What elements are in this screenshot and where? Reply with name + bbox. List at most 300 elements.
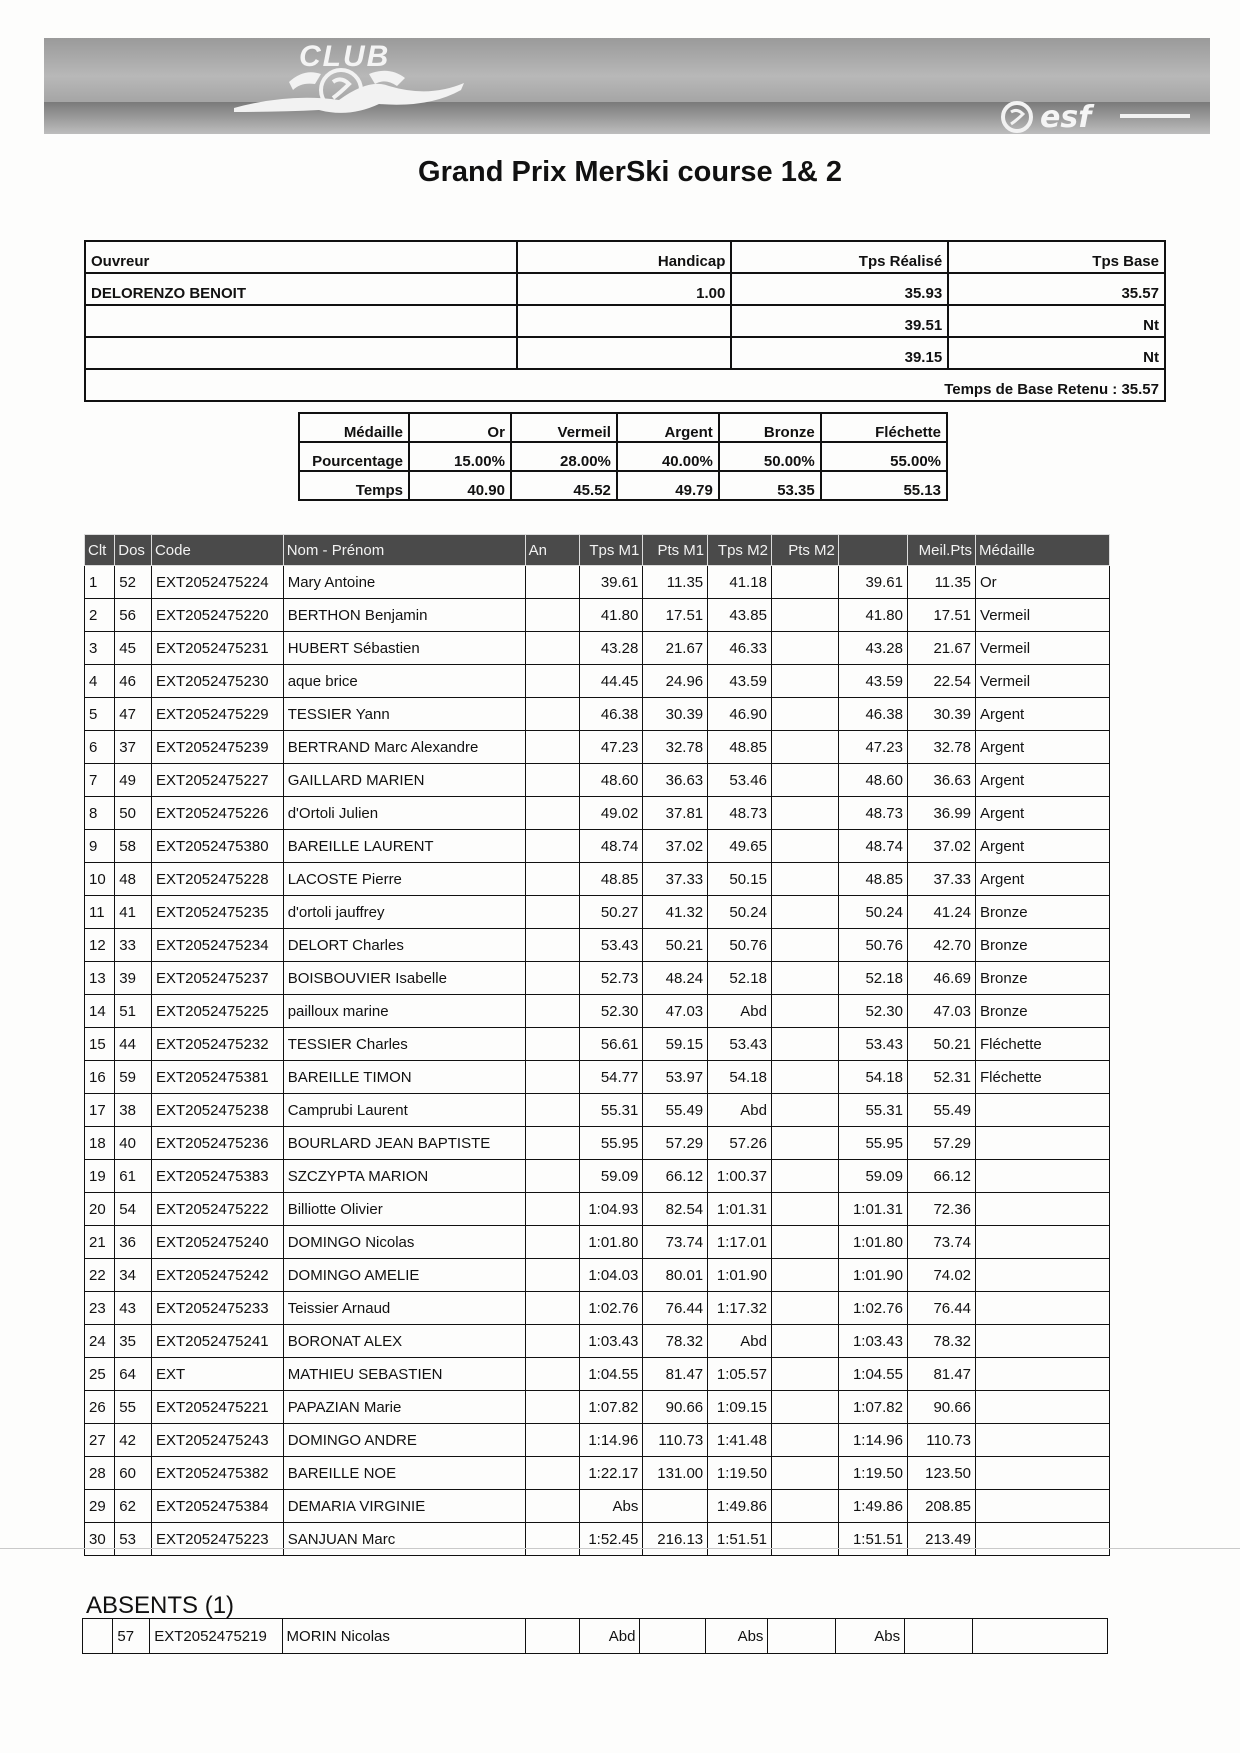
cell-time-run2: Abd <box>708 1094 772 1127</box>
cell-bib: 36 <box>115 1226 152 1259</box>
cell-best-points: 30.39 <box>907 698 975 731</box>
cell-best-points: 110.73 <box>907 1424 975 1457</box>
cell-medal <box>976 1457 1110 1490</box>
cell-medal <box>976 1094 1110 1127</box>
cell-best-time: 1:07.82 <box>838 1391 907 1424</box>
cell-points-run2 <box>771 863 838 896</box>
absents-table <box>82 1618 1108 1654</box>
cell-points-run2 <box>771 599 838 632</box>
cell-points-run2 <box>771 632 838 665</box>
ouvreur-handicap: 1.00 <box>517 273 732 305</box>
medal-table <box>298 412 948 501</box>
ouvreur-header-handicap: Handicap <box>517 241 732 273</box>
table-row <box>85 1391 1110 1424</box>
esf-tagline-bar <box>1120 114 1190 118</box>
cell-best-points: 73.74 <box>907 1226 975 1259</box>
cell-points-run2 <box>771 1028 838 1061</box>
cell-time-run1: 52.73 <box>579 962 643 995</box>
cell-points-run1: 37.81 <box>643 797 708 830</box>
medal-name-label: Médaille <box>299 413 409 442</box>
cell-time-run2: 43.85 <box>708 599 772 632</box>
cell-time-run2: 52.18 <box>708 962 772 995</box>
cell-time-run1: 54.77 <box>579 1061 643 1094</box>
results-table <box>84 534 1110 1556</box>
results-column-header: Tps M2 <box>708 535 772 566</box>
cell-bib: 59 <box>115 1061 152 1094</box>
cell-year <box>525 929 579 962</box>
cell-time-run2: 48.73 <box>708 797 772 830</box>
cell-best-time: 47.23 <box>838 731 907 764</box>
cell-rank: 17 <box>85 1094 115 1127</box>
ouvreur-table <box>84 240 1166 402</box>
cell-best-time: 1:02.76 <box>838 1292 907 1325</box>
medal-time-row <box>299 471 947 500</box>
cell-medal: Argent <box>976 863 1110 896</box>
table-row <box>85 830 1110 863</box>
cell-year <box>525 1094 579 1127</box>
medal-name: Fléchette <box>821 413 947 442</box>
table-row <box>85 1490 1110 1523</box>
cell-time-run1: 1:52.45 <box>579 1523 643 1556</box>
cell-name: TESSIER Charles <box>283 1028 525 1061</box>
medal-percentage: 55.00% <box>821 442 947 471</box>
cell-points-run2 <box>771 566 838 599</box>
cell-medal <box>976 1391 1110 1424</box>
cell-time-run2: 53.43 <box>708 1028 772 1061</box>
cell-name: BAREILLE LAURENT <box>283 830 525 863</box>
medal-name: Argent <box>617 413 719 442</box>
ouvreur-tps-realise: 35.93 <box>731 273 948 305</box>
cell-best-points: 36.63 <box>907 764 975 797</box>
cell-code: EXT2052475383 <box>151 1160 283 1193</box>
cell-name: BOISBOUVIER Isabelle <box>283 962 525 995</box>
table-row <box>85 764 1110 797</box>
club-skier-logo <box>229 38 469 124</box>
cell-rank: 25 <box>85 1358 115 1391</box>
cell-best-points: 76.44 <box>907 1292 975 1325</box>
cell-medal <box>976 1523 1110 1556</box>
cell-points-run1: 73.74 <box>643 1226 708 1259</box>
cell-name: Teissier Arnaud <box>283 1292 525 1325</box>
medal-name: Bronze <box>719 413 821 442</box>
cell-time-run1: 49.02 <box>579 797 643 830</box>
cell-points-run2 <box>771 830 838 863</box>
cell-points-run1: 80.01 <box>643 1259 708 1292</box>
cell-name: BERTRAND Marc Alexandre <box>283 731 525 764</box>
cell-bib: 52 <box>115 566 152 599</box>
medal-percentage: 15.00% <box>409 442 511 471</box>
cell-best-time: 52.30 <box>838 995 907 1028</box>
table-row <box>85 797 1110 830</box>
cell-best-time: Abs <box>835 1619 904 1654</box>
cell-points-run2 <box>771 1523 838 1556</box>
cell-year <box>525 1523 579 1556</box>
cell-rank: 29 <box>85 1490 115 1523</box>
ouvreur-name <box>85 337 517 369</box>
cell-year <box>525 599 579 632</box>
cell-best-time: 48.85 <box>838 863 907 896</box>
medal-time-label: Temps <box>299 471 409 500</box>
table-row <box>85 1028 1110 1061</box>
cell-points-run1: 48.24 <box>643 962 708 995</box>
cell-rank: 26 <box>85 1391 115 1424</box>
cell-points-run2 <box>771 1424 838 1457</box>
cell-code: EXT2052475381 <box>151 1061 283 1094</box>
cell-best-time: 1:01.31 <box>838 1193 907 1226</box>
cell-points-run2 <box>771 995 838 1028</box>
cell-medal <box>973 1619 1108 1654</box>
page-title: Grand Prix MerSki course 1& 2 <box>418 156 842 188</box>
cell-year <box>525 1424 579 1457</box>
cell-best-points: 52.31 <box>907 1061 975 1094</box>
cell-rank <box>83 1619 113 1654</box>
cell-medal <box>976 1424 1110 1457</box>
table-row <box>85 962 1110 995</box>
cell-year <box>525 1259 579 1292</box>
cell-points-run2 <box>771 698 838 731</box>
cell-rank: 3 <box>85 632 115 665</box>
cell-code: EXT2052475241 <box>151 1325 283 1358</box>
cell-best-time: 55.95 <box>838 1127 907 1160</box>
cell-time-run1: 1:22.17 <box>579 1457 643 1490</box>
cell-rank: 23 <box>85 1292 115 1325</box>
cell-time-run2: 1:19.50 <box>708 1457 772 1490</box>
table-row <box>85 1457 1110 1490</box>
cell-best-points: 42.70 <box>907 929 975 962</box>
cell-year <box>525 731 579 764</box>
cell-code: EXT2052475242 <box>151 1259 283 1292</box>
cell-year <box>525 995 579 1028</box>
cell-time-run1: 50.27 <box>579 896 643 929</box>
cell-points-run1: 41.32 <box>643 896 708 929</box>
cell-bib: 53 <box>115 1523 152 1556</box>
cell-time-run1: 48.60 <box>579 764 643 797</box>
results-column-header: Meil.Pts <box>907 535 975 566</box>
cell-points-run2 <box>771 1094 838 1127</box>
cell-code: EXT2052475224 <box>151 566 283 599</box>
cell-year <box>525 896 579 929</box>
cell-points-run2 <box>771 797 838 830</box>
results-column-header: Pts M1 <box>643 535 708 566</box>
cell-best-time: 52.18 <box>838 962 907 995</box>
club-word: CLUB <box>299 40 391 73</box>
cell-rank: 22 <box>85 1259 115 1292</box>
medal-percentage: 28.00% <box>511 442 617 471</box>
cell-best-time: 55.31 <box>838 1094 907 1127</box>
cell-best-points: 57.29 <box>907 1127 975 1160</box>
cell-time-run2: 1:05.57 <box>708 1358 772 1391</box>
cell-time-run1: 55.31 <box>579 1094 643 1127</box>
cell-best-points: 21.67 <box>907 632 975 665</box>
cell-points-run1: 66.12 <box>643 1160 708 1193</box>
table-row <box>85 1160 1110 1193</box>
ouvreur-tps-base: 35.57 <box>948 273 1165 305</box>
cell-code: EXT2052475240 <box>151 1226 283 1259</box>
cell-best-points <box>905 1619 973 1654</box>
cell-year <box>525 1490 579 1523</box>
cell-code: EXT2052475236 <box>151 1127 283 1160</box>
cell-medal <box>976 1193 1110 1226</box>
cell-time-run1: 1:04.93 <box>579 1193 643 1226</box>
cell-year <box>525 962 579 995</box>
cell-name: PAPAZIAN Marie <box>283 1391 525 1424</box>
cell-best-time: 1:03.43 <box>838 1325 907 1358</box>
cell-best-time: 54.18 <box>838 1061 907 1094</box>
cell-points-run1: 21.67 <box>643 632 708 665</box>
cell-rank: 21 <box>85 1226 115 1259</box>
club-banner <box>44 38 1210 134</box>
cell-best-points: 90.66 <box>907 1391 975 1424</box>
cell-bib: 56 <box>115 599 152 632</box>
ouvreur-footer-row <box>85 369 1165 401</box>
cell-year <box>525 698 579 731</box>
cell-points-run1: 78.32 <box>643 1325 708 1358</box>
cell-bib: 40 <box>115 1127 152 1160</box>
cell-medal <box>976 1259 1110 1292</box>
cell-name: MORIN Nicolas <box>282 1619 525 1654</box>
cell-time-run2: Abd <box>708 1325 772 1358</box>
cell-rank: 24 <box>85 1325 115 1358</box>
cell-time-run1: 46.38 <box>579 698 643 731</box>
cell-bib: 54 <box>115 1193 152 1226</box>
cell-time-run2: 1:51.51 <box>708 1523 772 1556</box>
cell-name: GAILLARD MARIEN <box>283 764 525 797</box>
cell-year <box>525 665 579 698</box>
cell-name: d'ortoli jauffrey <box>283 896 525 929</box>
cell-medal <box>976 1325 1110 1358</box>
results-column-header: Clt <box>85 535 115 566</box>
cell-best-points: 123.50 <box>907 1457 975 1490</box>
cell-points-run1: 90.66 <box>643 1391 708 1424</box>
medal-time: 55.13 <box>821 471 947 500</box>
cell-code: EXT2052475221 <box>151 1391 283 1424</box>
cell-name: TESSIER Yann <box>283 698 525 731</box>
cell-points-run1: 53.97 <box>643 1061 708 1094</box>
table-row <box>85 1292 1110 1325</box>
ouvreur-row <box>85 273 1165 305</box>
medal-percentage: 40.00% <box>617 442 719 471</box>
cell-points-run1: 50.21 <box>643 929 708 962</box>
cell-rank: 4 <box>85 665 115 698</box>
cell-rank: 12 <box>85 929 115 962</box>
cell-code: EXT2052475234 <box>151 929 283 962</box>
cell-best-points: 74.02 <box>907 1259 975 1292</box>
cell-medal: Vermeil <box>976 632 1110 665</box>
cell-rank: 6 <box>85 731 115 764</box>
cell-code: EXT2052475243 <box>151 1424 283 1457</box>
table-row <box>85 1226 1110 1259</box>
results-column-header: Dos <box>115 535 152 566</box>
cell-bib: 41 <box>115 896 152 929</box>
cell-rank: 7 <box>85 764 115 797</box>
cell-bib: 48 <box>115 863 152 896</box>
cell-points-run1: 216.13 <box>643 1523 708 1556</box>
cell-time-run1: Abd <box>579 1619 640 1654</box>
cell-code: EXT2052475238 <box>151 1094 283 1127</box>
cell-points-run2 <box>771 1457 838 1490</box>
cell-best-time: 1:19.50 <box>838 1457 907 1490</box>
cell-time-run2: 49.65 <box>708 830 772 863</box>
cell-name: LACOSTE Pierre <box>283 863 525 896</box>
cell-code: EXT2052475223 <box>151 1523 283 1556</box>
cell-time-run2: 57.26 <box>708 1127 772 1160</box>
cell-code: EXT2052475220 <box>151 599 283 632</box>
results-column-header: Pts M2 <box>771 535 838 566</box>
cell-rank: 2 <box>85 599 115 632</box>
cell-name: Billiotte Olivier <box>283 1193 525 1226</box>
cell-time-run1: 1:01.80 <box>579 1226 643 1259</box>
cell-time-run2: 1:00.37 <box>708 1160 772 1193</box>
table-row <box>85 1259 1110 1292</box>
cell-bib: 47 <box>115 698 152 731</box>
cell-time-run1: Abs <box>579 1490 643 1523</box>
cell-time-run2: 50.76 <box>708 929 772 962</box>
cell-points-run1: 24.96 <box>643 665 708 698</box>
cell-points-run1: 37.02 <box>643 830 708 863</box>
cell-best-time: 1:49.86 <box>838 1490 907 1523</box>
cell-bib: 35 <box>115 1325 152 1358</box>
cell-points-run1: 59.15 <box>643 1028 708 1061</box>
cell-best-points: 37.02 <box>907 830 975 863</box>
cell-time-run2: 1:17.32 <box>708 1292 772 1325</box>
cell-points-run2 <box>771 1259 838 1292</box>
cell-best-points: 36.99 <box>907 797 975 830</box>
cell-best-time: 48.74 <box>838 830 907 863</box>
cell-time-run1: 1:04.03 <box>579 1259 643 1292</box>
cell-code: EXT2052475229 <box>151 698 283 731</box>
cell-time-run1: 1:02.76 <box>579 1292 643 1325</box>
cell-rank: 30 <box>85 1523 115 1556</box>
ouvreur-tps-base: Nt <box>948 337 1165 369</box>
medal-percentage: 50.00% <box>719 442 821 471</box>
cell-points-run2 <box>771 896 838 929</box>
cell-points-run1: 37.33 <box>643 863 708 896</box>
esf-logo <box>1000 100 1200 134</box>
cell-bib: 60 <box>115 1457 152 1490</box>
cell-medal: Bronze <box>976 962 1110 995</box>
cell-bib: 62 <box>115 1490 152 1523</box>
cell-rank: 14 <box>85 995 115 1028</box>
cell-time-run2: 50.15 <box>708 863 772 896</box>
cell-rank: 20 <box>85 1193 115 1226</box>
cell-name: BAREILLE TIMON <box>283 1061 525 1094</box>
table-row <box>85 698 1110 731</box>
cell-best-time: 48.60 <box>838 764 907 797</box>
cell-name: MATHIEU SEBASTIEN <box>283 1358 525 1391</box>
cell-points-run1: 76.44 <box>643 1292 708 1325</box>
cell-best-time: 50.76 <box>838 929 907 962</box>
cell-points-run2 <box>771 1358 838 1391</box>
ouvreur-name <box>85 305 517 337</box>
cell-bib: 44 <box>115 1028 152 1061</box>
cell-code: EXT2052475233 <box>151 1292 283 1325</box>
cell-year <box>525 797 579 830</box>
cell-time-run2: 1:41.48 <box>708 1424 772 1457</box>
cell-year <box>525 863 579 896</box>
cell-year <box>525 1619 579 1654</box>
cell-code: EXT2052475231 <box>151 632 283 665</box>
cell-medal: Fléchette <box>976 1028 1110 1061</box>
cell-points-run2 <box>771 929 838 962</box>
cell-time-run2: 54.18 <box>708 1061 772 1094</box>
cell-code: EXT2052475384 <box>151 1490 283 1523</box>
cell-time-run2: 50.24 <box>708 896 772 929</box>
cell-points-run2 <box>771 731 838 764</box>
cell-time-run1: 56.61 <box>579 1028 643 1061</box>
cell-bib: 42 <box>115 1424 152 1457</box>
cell-best-points: 22.54 <box>907 665 975 698</box>
cell-time-run1: 1:14.96 <box>579 1424 643 1457</box>
cell-medal: Vermeil <box>976 599 1110 632</box>
ouvreur-row <box>85 337 1165 369</box>
cell-time-run2: 43.59 <box>708 665 772 698</box>
cell-time-run2: 53.46 <box>708 764 772 797</box>
cell-year <box>525 1028 579 1061</box>
cell-bib: 34 <box>115 1259 152 1292</box>
cell-best-points: 11.35 <box>907 566 975 599</box>
results-column-header: An <box>525 535 579 566</box>
cell-year <box>525 1325 579 1358</box>
cell-points-run2 <box>771 1292 838 1325</box>
cell-rank: 9 <box>85 830 115 863</box>
cell-points-run1: 11.35 <box>643 566 708 599</box>
cell-points-run2 <box>768 1619 835 1654</box>
cell-name: Camprubi Laurent <box>283 1094 525 1127</box>
cell-points-run2 <box>771 764 838 797</box>
cell-year <box>525 1457 579 1490</box>
cell-best-time: 1:01.90 <box>838 1259 907 1292</box>
cell-best-time: 50.24 <box>838 896 907 929</box>
cell-name: DOMINGO ANDRE <box>283 1424 525 1457</box>
cell-best-points: 41.24 <box>907 896 975 929</box>
cell-code: EXT2052475219 <box>150 1619 282 1654</box>
cell-bib: 50 <box>115 797 152 830</box>
cell-points-run2 <box>771 1127 838 1160</box>
ouvreur-handicap <box>517 305 732 337</box>
cell-points-run1: 17.51 <box>643 599 708 632</box>
table-row <box>85 1127 1110 1160</box>
table-row <box>85 731 1110 764</box>
cell-rank: 18 <box>85 1127 115 1160</box>
cell-time-run2: 46.90 <box>708 698 772 731</box>
cell-rank: 5 <box>85 698 115 731</box>
cell-rank: 27 <box>85 1424 115 1457</box>
cell-time-run2: 41.18 <box>708 566 772 599</box>
cell-bib: 61 <box>115 1160 152 1193</box>
cell-points-run1: 131.00 <box>643 1457 708 1490</box>
cell-year <box>525 1061 579 1094</box>
cell-best-points: 213.49 <box>907 1523 975 1556</box>
cell-year <box>525 632 579 665</box>
cell-best-time: 48.73 <box>838 797 907 830</box>
cell-name: Mary Antoine <box>283 566 525 599</box>
cell-time-run1: 43.28 <box>579 632 643 665</box>
cell-name: pailloux marine <box>283 995 525 1028</box>
cell-code: EXT2052475230 <box>151 665 283 698</box>
absent-row <box>83 1619 1108 1654</box>
medal-name: Vermeil <box>511 413 617 442</box>
table-row <box>85 566 1110 599</box>
table-row <box>85 1358 1110 1391</box>
cell-points-run1: 82.54 <box>643 1193 708 1226</box>
cell-name: DOMINGO Nicolas <box>283 1226 525 1259</box>
cell-year <box>525 1358 579 1391</box>
cell-rank: 16 <box>85 1061 115 1094</box>
cell-best-points: 17.51 <box>907 599 975 632</box>
cell-medal <box>976 1358 1110 1391</box>
cell-bib: 57 <box>113 1619 150 1654</box>
cell-code: EXT2052475237 <box>151 962 283 995</box>
